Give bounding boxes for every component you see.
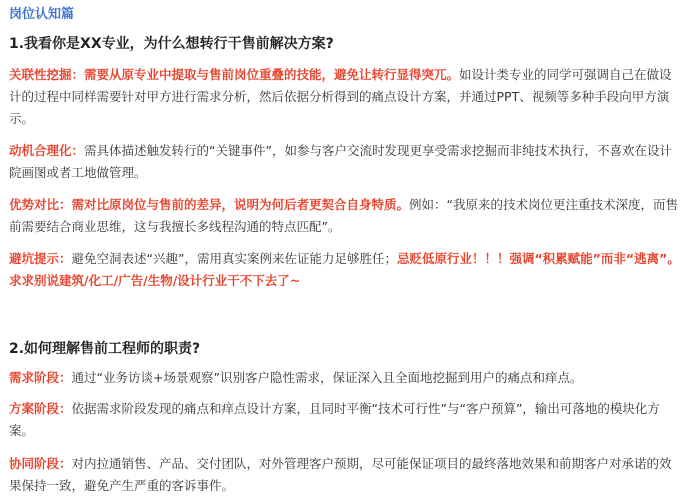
item-text: 依据需求阶段发现的痛点和痒点设计方案，且同时平衡“技术可行性”与“客户预算”，输出可落地的模块化方案。 (9, 401, 660, 438)
section-title: 岗位认知篇 (9, 7, 75, 22)
item-text: 避免空洞表述“兴趣”，需用真实案例来佐证能力足够胜任； (71, 251, 397, 266)
q1-item-motivation (9, 140, 684, 184)
question-2-title: 2.如何理解售前工程师的职责? (9, 341, 201, 357)
item-highlight: 忌贬低原行业！！！强调“积累赋能”而非“逃离”。求求别说建筑/化工/广告/生物/设计行业干不下去了~ (9, 251, 680, 288)
q2-item-solution (9, 398, 684, 442)
q1-item-relevance (9, 64, 684, 130)
item-highlight: 需要从原专业中提取与售前岗位重叠的技能，避免让转行显得突兀。 (84, 67, 460, 82)
item-label: 需求阶段： (9, 370, 72, 385)
q1-item-pitfall (9, 248, 684, 292)
q2-item-collaboration (9, 453, 684, 497)
item-label: 避坑提示： (9, 251, 72, 266)
item-label: 动机合理化： (9, 143, 85, 158)
item-text: 需具体描述触发转行的“关键事件”，如参与客户交流时发现更享受需求挖掘而非纯技术执行，不喜欢在设计院画图或者工地做管理。 (9, 143, 672, 180)
item-text: 如设计类专业的同学可强调自己在做设计的过程中同样需要针对甲方进行需求分析，然后依据分析得到的痛点设计方案，并通过PPT、视频等多种手段向甲方演示。 (9, 67, 672, 126)
q1-item-advantage (9, 194, 684, 238)
q2-item-requirement (9, 367, 684, 389)
item-highlight: 需对比原岗位与售前的差异，说明为何后者更契合自身特质。 (71, 197, 410, 212)
question-1-title: 1.我看你是XX专业，为什么想转行干售前解决方案? (9, 36, 334, 52)
item-label: 关联性挖掘： (9, 67, 85, 82)
item-text: 对内拉通销售、产品、交付团队，对外管理客户预期，尽可能保证项目的最终落地效果和前期客户对承诺的效果保持一致，避免产生严重的客诉事件。 (9, 456, 672, 493)
item-label: 方案阶段： (9, 401, 72, 416)
item-text: 例如：“我原来的技术岗位更注重技术深度，而售前需要结合商业思维，这与我擅长多线程沟通的特点匹配”。 (9, 197, 679, 234)
item-label: 协同阶段： (9, 456, 72, 471)
item-text: 通过“业务访谈+场景观察”识别客户隐性需求，保证深入且全面地挖掘到用户的痛点和痒点。 (71, 370, 583, 385)
item-label: 优势对比： (9, 197, 72, 212)
